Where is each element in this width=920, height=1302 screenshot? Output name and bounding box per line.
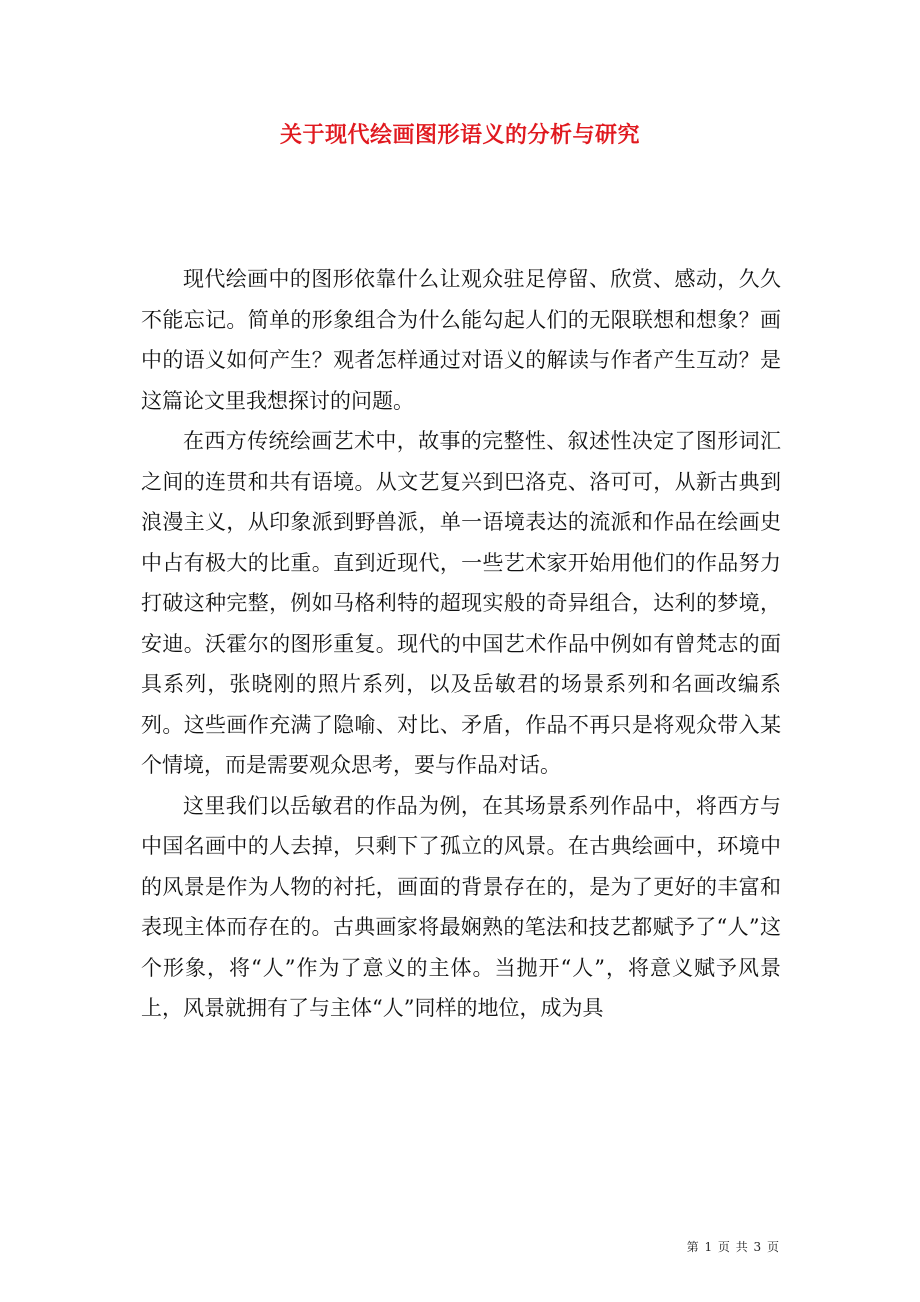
paragraph-3: 这里我们以岳敏君的作品为例，在其场景系列作品中，将西方与中国名画中的人去掉，只剩下了孤立的风景。在古典绘画中，环境中的风景是作为人物的衬托，画面的背景存在的，是为了更好的丰富和表现主体而存在的。古典画家将最娴熟的笔法和技艺都赋予了“人”这个形象，将“人”作为了意义的主体。当抛开“人”，将意义赋予风景上，风景就拥有了与主体“人”同样的地位，成为具	[141, 793, 781, 1020]
page-number: 第 1 页 共 3 页	[686, 1240, 780, 1254]
paragraph-2: 在西方传统绘画艺术中，故事的完整性、叙述性决定了图形词汇之间的连贯和共有语境。从文艺复兴到巴洛克、洛可可，从新古典到浪漫主义，从印象派到野兽派，单一语境表达的流派和作品在绘画史中占有极大的比重。直到近现代，一些艺术家开始用他们的作品努力打破这种完整，例如马格利特的超现实般的奇异组合，达利的梦境，安迪。沃霍尔的图形重复。现代的中国艺术作品中例如有曾梵志的面具系列，张晓刚的照片系列，以及岳敏君的场景系列和名画改编系列。这些画作充满了隐喻、对比、矛盾，作品不再只是将观众带入某个情境，而是需要观众思考，要与作品对话。	[141, 429, 781, 777]
document-body	[141, 259, 781, 1029]
document-title: 关于现代绘画图形语义的分析与研究	[279, 122, 640, 148]
paragraph-1: 现代绘画中的图形依靠什么让观众驻足停留、欣赏、感动，久久不能忘记。简单的形象组合为什么能勾起人们的无限联想和想象？画中的语义如何产生？观者怎样通过对语义的解读与作者产生互动？是这篇论文里我想探讨的问题。	[141, 267, 781, 413]
